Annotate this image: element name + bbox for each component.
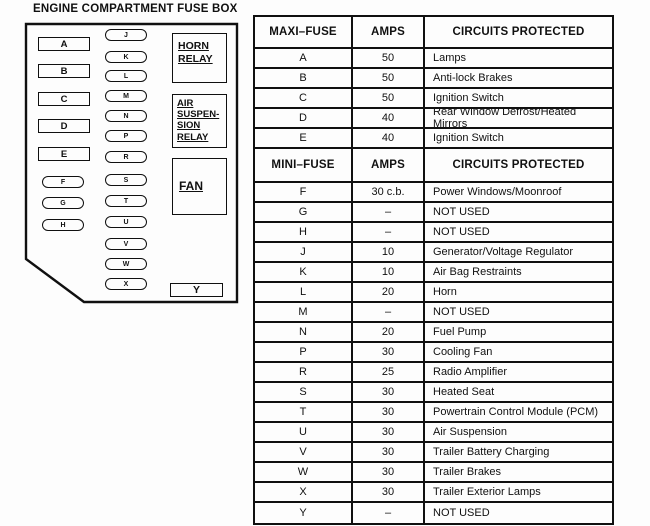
circuit-cell: Air Suspension bbox=[433, 426, 507, 438]
circuit-cell: Lamps bbox=[433, 52, 467, 64]
amps-header: AMPS bbox=[353, 17, 425, 47]
table-row-B bbox=[255, 69, 612, 89]
fuse-S: S bbox=[105, 174, 147, 186]
amps-cell: – bbox=[353, 223, 425, 241]
fuse-D: D bbox=[38, 119, 90, 133]
circuit-cell: NOT USED bbox=[433, 226, 490, 238]
fuse-id-cell: A bbox=[255, 49, 353, 67]
fan-relay-box bbox=[172, 158, 227, 215]
amps-cell: 30 bbox=[353, 343, 425, 361]
circuit-cell: Generator/Voltage Regulator bbox=[433, 246, 574, 258]
circuit-cell: Air Bag Restraints bbox=[433, 266, 522, 278]
table-row-T bbox=[255, 403, 612, 423]
table-row-P bbox=[255, 343, 612, 363]
air-relay-label-line: SION bbox=[177, 120, 201, 132]
amps-cell: 10 bbox=[353, 263, 425, 281]
fuse-id-cell: V bbox=[255, 443, 353, 461]
amps-header: AMPS bbox=[353, 149, 425, 181]
fuse-V: V bbox=[105, 238, 147, 250]
fuse-T: T bbox=[105, 195, 147, 207]
fuse-X: X bbox=[105, 278, 147, 290]
table-row-L bbox=[255, 283, 612, 303]
circuit-cell: Power Windows/Moonroof bbox=[433, 186, 562, 198]
amps-cell: 20 bbox=[353, 323, 425, 341]
amps-cell: – bbox=[353, 203, 425, 221]
circuit-cell: NOT USED bbox=[433, 306, 490, 318]
fuse-id-cell: T bbox=[255, 403, 353, 421]
fuse-id-cell: U bbox=[255, 423, 353, 441]
fuse-N: N bbox=[105, 110, 147, 122]
fuse-H: H bbox=[42, 219, 84, 231]
fuse-id-cell: R bbox=[255, 363, 353, 381]
fuse-id-cell: D bbox=[255, 109, 353, 127]
fuse-L: L bbox=[105, 70, 147, 82]
table-row-E bbox=[255, 129, 612, 149]
fuse-id-cell: P bbox=[255, 343, 353, 361]
fuse-id-cell: B bbox=[255, 69, 353, 87]
fuse-Y: Y bbox=[170, 283, 223, 297]
table-row-G bbox=[255, 203, 612, 223]
fuse-id-cell: C bbox=[255, 89, 353, 107]
amps-cell: 30 bbox=[353, 403, 425, 421]
circuit-cell: Radio Amplifier bbox=[433, 366, 507, 378]
fuse-B: B bbox=[38, 64, 90, 78]
fuse-id-cell: X bbox=[255, 483, 353, 501]
horn-relay-label-line: RELAY bbox=[178, 52, 213, 65]
mini-fuse-header-row bbox=[255, 149, 612, 183]
fuse-P: P bbox=[105, 130, 147, 142]
table-row-U bbox=[255, 423, 612, 443]
fuse-id-cell: G bbox=[255, 203, 353, 221]
fuse-U: U bbox=[105, 216, 147, 228]
fuse-E: E bbox=[38, 147, 90, 161]
table-row-V bbox=[255, 443, 612, 463]
circuit-cell: Heated Seat bbox=[433, 386, 495, 398]
table-row-W bbox=[255, 463, 612, 483]
table-row-J bbox=[255, 243, 612, 263]
circuits-header: CIRCUITS PROTECTED bbox=[452, 26, 585, 38]
amps-cell: 25 bbox=[353, 363, 425, 381]
amps-cell: 30 bbox=[353, 463, 425, 481]
circuit-cell: Anti-lock Brakes bbox=[433, 72, 513, 84]
maxi-fuse-header-row bbox=[255, 17, 612, 49]
fuse-id-cell: M bbox=[255, 303, 353, 321]
amps-cell: 30 bbox=[353, 423, 425, 441]
amps-cell: 10 bbox=[353, 243, 425, 261]
circuits-header: CIRCUITS PROTECTED bbox=[452, 159, 585, 171]
amps-cell: – bbox=[353, 303, 425, 321]
circuit-cell: Cooling Fan bbox=[433, 346, 493, 358]
horn-relay-label-line: HORN bbox=[178, 40, 209, 52]
table-row-Y bbox=[255, 503, 612, 523]
amps-cell: 50 bbox=[353, 89, 425, 107]
maxi-fuse-header: MAXI–FUSE bbox=[255, 17, 353, 47]
table-row-H bbox=[255, 223, 612, 243]
table-row-R bbox=[255, 363, 612, 383]
table-row-N bbox=[255, 323, 612, 343]
amps-cell: 30 c.b. bbox=[353, 183, 425, 201]
fuse-W: W bbox=[105, 258, 147, 270]
amps-cell: – bbox=[353, 503, 425, 523]
air-relay-label-line: AIR bbox=[177, 98, 194, 109]
circuit-cell: Ignition Switch bbox=[433, 92, 504, 104]
fuse-G: G bbox=[42, 197, 84, 209]
fan-relay-label: FAN bbox=[179, 179, 203, 194]
air-relay-label-line: SUSPEN- bbox=[177, 109, 220, 121]
fuse-M: M bbox=[105, 90, 147, 102]
fuse-id-cell: E bbox=[255, 129, 353, 147]
fuse-id-cell: S bbox=[255, 383, 353, 401]
table-row-X bbox=[255, 483, 612, 503]
fuse-F: F bbox=[42, 176, 84, 188]
fuse-R: R bbox=[105, 151, 147, 163]
amps-cell: 30 bbox=[353, 443, 425, 461]
fuse-id-cell: J bbox=[255, 243, 353, 261]
circuit-cell: Ignition Switch bbox=[433, 132, 504, 144]
fuse-id-cell: K bbox=[255, 263, 353, 281]
amps-cell: 40 bbox=[353, 129, 425, 147]
fuse-table bbox=[253, 15, 614, 525]
fuse-box-diagram bbox=[0, 0, 252, 320]
circuit-cell: Rear Window Defrost/Heated Mirrors bbox=[433, 106, 577, 130]
table-row-D bbox=[255, 106, 612, 130]
mini-fuse-header: MINI–FUSE bbox=[255, 149, 353, 181]
fuse-id-cell: Y bbox=[255, 503, 353, 523]
amps-cell: 40 bbox=[353, 109, 425, 127]
fuse-id-cell: H bbox=[255, 223, 353, 241]
circuit-cell: Horn bbox=[433, 286, 457, 298]
fuse-K: K bbox=[105, 51, 147, 63]
horn-relay-box bbox=[172, 33, 227, 83]
amps-cell: 30 bbox=[353, 383, 425, 401]
amps-cell: 20 bbox=[353, 283, 425, 301]
fuse-id-cell: L bbox=[255, 283, 353, 301]
fuse-id-cell: N bbox=[255, 323, 353, 341]
circuit-cell: Trailer Brakes bbox=[433, 466, 502, 478]
circuit-cell: NOT USED bbox=[433, 206, 490, 218]
fuse-id-cell: W bbox=[255, 463, 353, 481]
table-row-A bbox=[255, 49, 612, 69]
fuse-J: J bbox=[105, 29, 147, 41]
fuse-C: C bbox=[38, 92, 90, 106]
circuit-cell: Fuel Pump bbox=[433, 326, 487, 338]
circuit-cell: NOT USED bbox=[433, 507, 490, 519]
circuit-cell: Powertrain Control Module (PCM) bbox=[433, 406, 599, 418]
circuit-cell: Trailer Battery Charging bbox=[433, 446, 550, 458]
diagram-title: ENGINE COMPARTMENT FUSE BOX bbox=[33, 3, 238, 15]
air-suspension-relay-box bbox=[172, 94, 227, 148]
table-row-F bbox=[255, 183, 612, 203]
table-row-S bbox=[255, 383, 612, 403]
circuit-cell: Trailer Exterior Lamps bbox=[433, 486, 541, 498]
table-row-K bbox=[255, 263, 612, 283]
amps-cell: 30 bbox=[353, 483, 425, 501]
fuse-id-cell: F bbox=[255, 183, 353, 201]
amps-cell: 50 bbox=[353, 69, 425, 87]
table-row-M bbox=[255, 303, 612, 323]
amps-cell: 50 bbox=[353, 49, 425, 67]
air-relay-label-line: RELAY bbox=[177, 131, 209, 143]
fuse-A: A bbox=[38, 37, 90, 51]
